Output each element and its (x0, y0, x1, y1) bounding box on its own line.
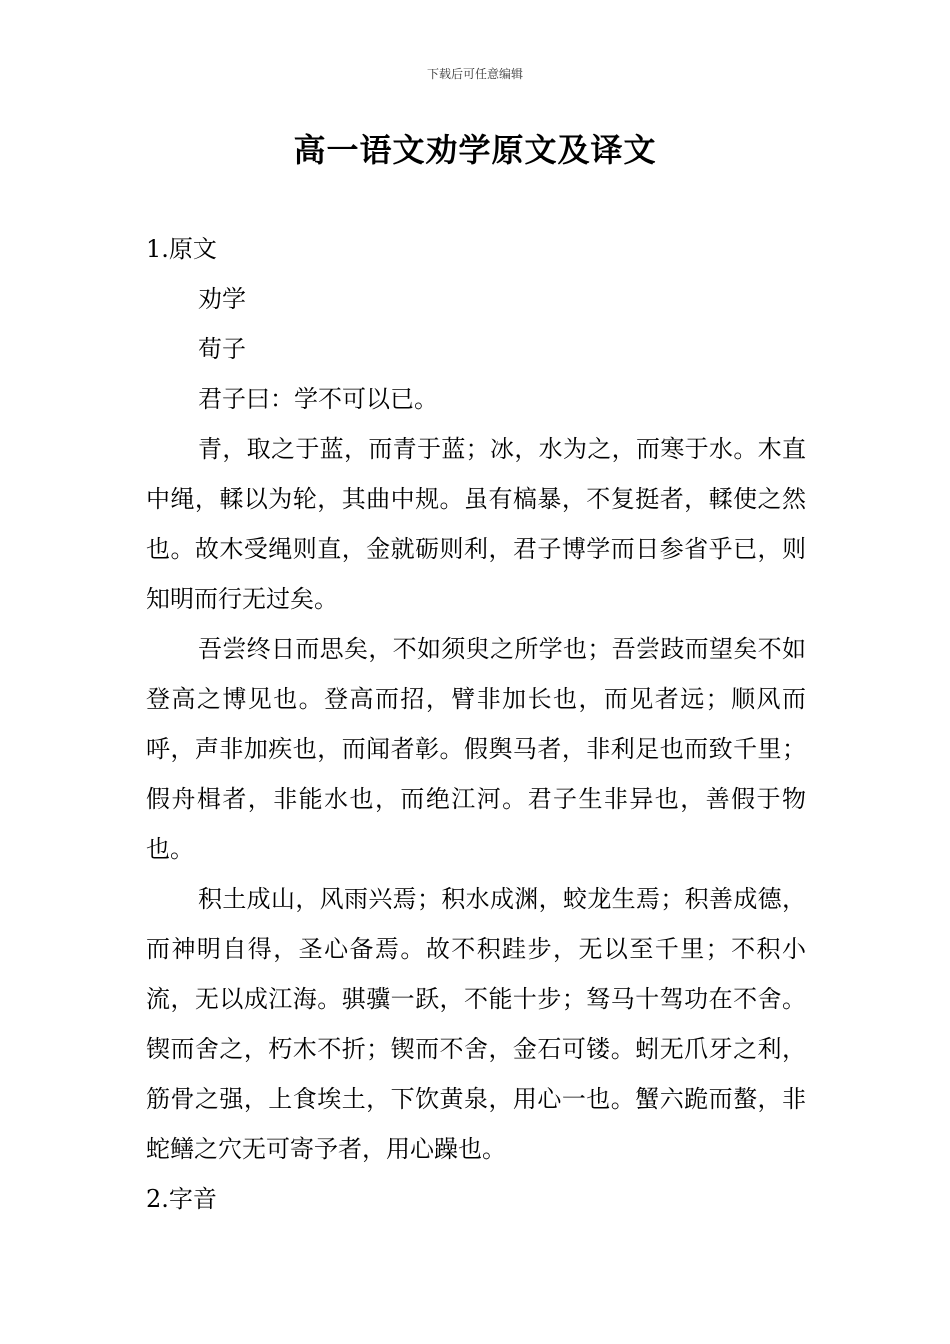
section-heading-original-text: 1.原文 (146, 235, 217, 263)
author-name: 荀子 (198, 335, 246, 363)
document-body (146, 224, 806, 1224)
paragraph: 君子曰：学不可以已。 (198, 385, 438, 413)
paragraph: 青，取之于蓝，而青于蓝；冰，水为之，而寒于水。木直中绳，輮以为轮，其曲中规。虽有槁暴，不复挺者，輮使之然也。故木受绳则直，金就砺则利，君子博学而日参省乎已，则知明而行无过矣。 (146, 435, 806, 613)
section-heading-pronunciation: 2.字音 (146, 1185, 217, 1213)
work-title: 劝学 (198, 285, 246, 313)
paragraph: 积土成山，风雨兴焉；积水成渊，蛟龙生焉；积善成德，而神明自得，圣心备焉。故不积跬步，无以至千里；不积小流，无以成江海。骐骥一跃，不能十步；驽马十驾功在不舍。锲而舍之，朽木不折；锲而不舍，金石可镂。蚓无爪牙之利，筋骨之强，上食埃土，下饮黄泉，用心一也。蟹六跪而螯，非蛇鳝之穴无可寄予者，用心躁也。 (146, 885, 806, 1163)
paragraph: 吾尝终日而思矣，不如须臾之所学也；吾尝跂而望矣不如登高之博见也。登高而招，臂非加长也，而见者远；顺风而呼，声非加疾也，而闻者彰。假舆马者，非利足也而致千里；假舟楫者，非能水也，而绝江河。君子生非异也，善假于物也。 (146, 635, 806, 863)
document-title: 高一语文劝学原文及译文 (293, 131, 657, 169)
header-note: 下载后可任意编辑 (426, 67, 523, 81)
